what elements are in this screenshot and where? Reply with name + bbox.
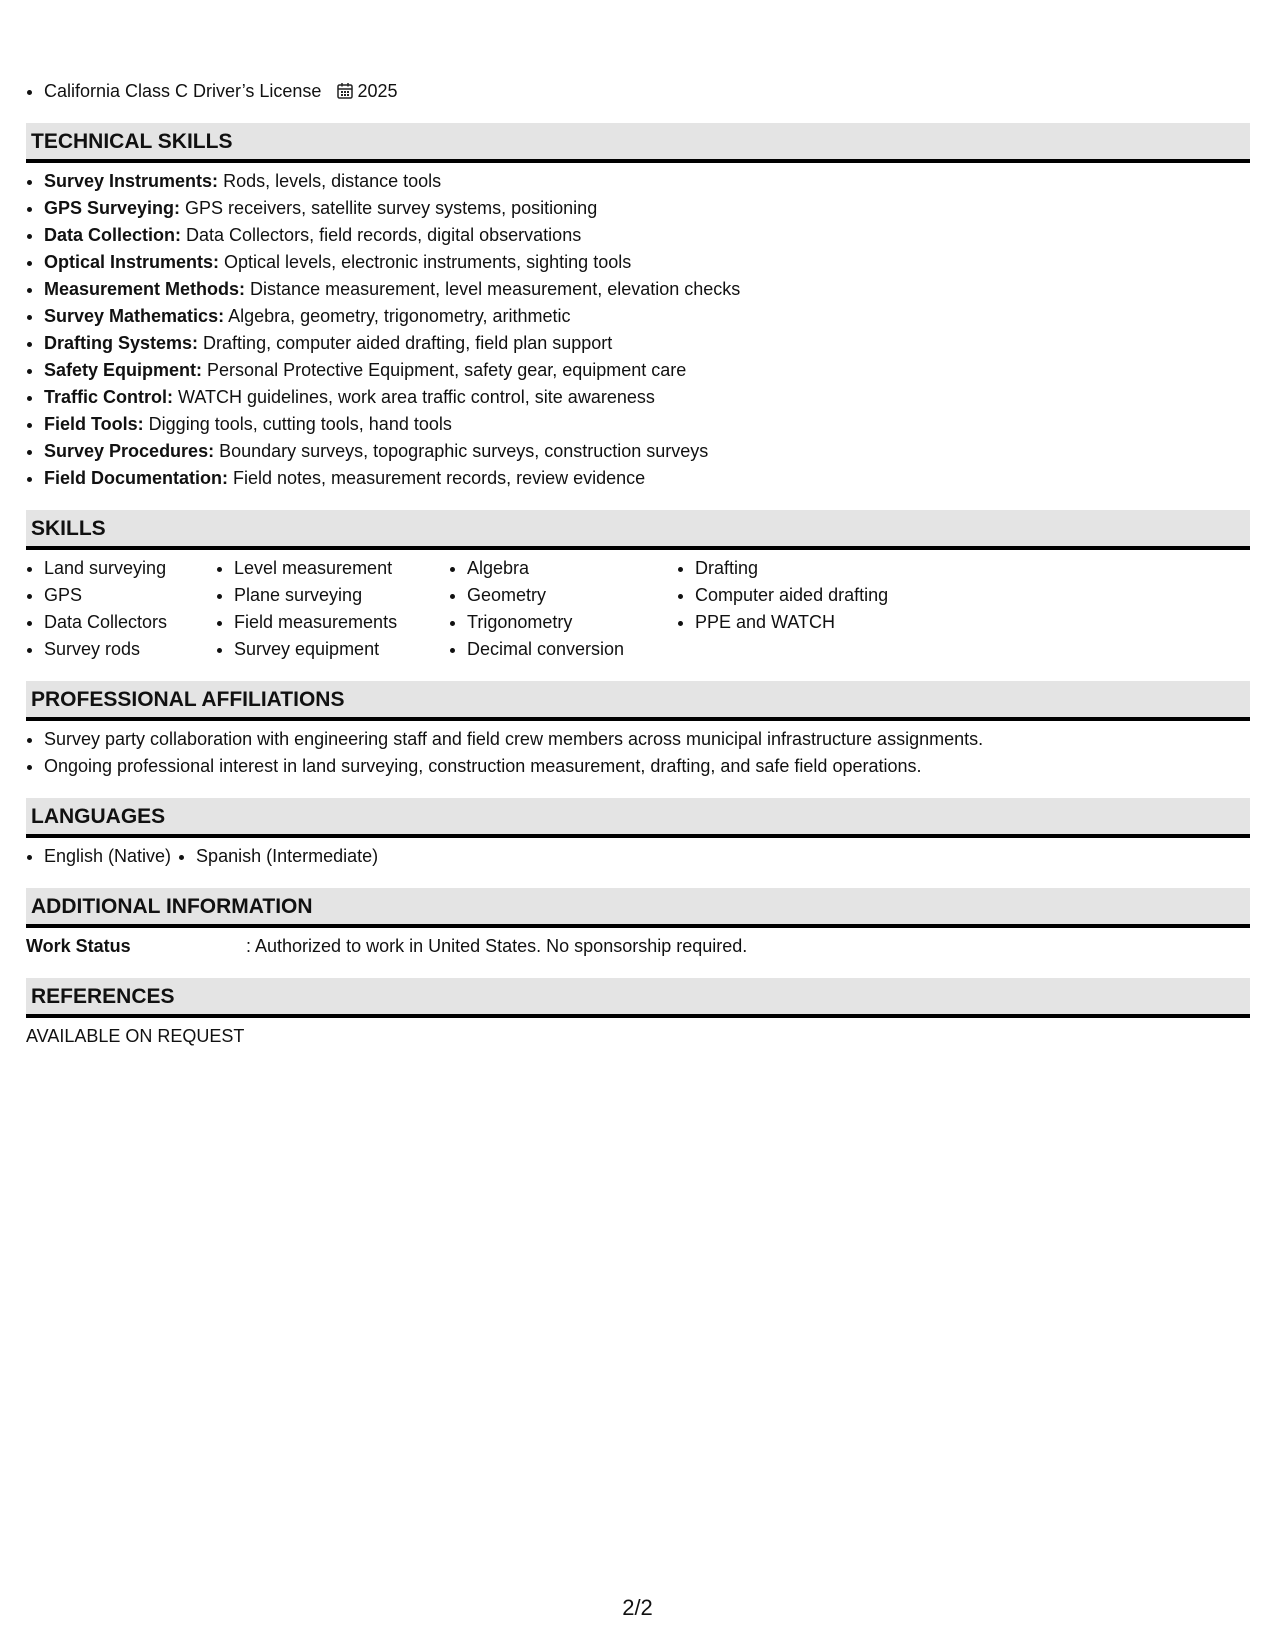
additional-info-heading: ADDITIONAL INFORMATION — [26, 888, 1250, 928]
technical-skill-item — [44, 195, 1250, 222]
affiliation-item: • Ongoing professional interest in land surveying, construction measurement, drafting, and safe field operations. — [44, 753, 1250, 780]
technical-skills-heading: TECHNICAL SKILLS — [26, 123, 1250, 163]
technical-skill-text: Optical levels, electronic instruments, sighting tools — [219, 252, 632, 272]
technical-skill-label: Safety Equipment: — [44, 360, 203, 380]
work-status-row — [26, 933, 1250, 960]
technical-skill-item — [44, 303, 1250, 330]
technical-skill-item — [44, 222, 1250, 249]
skills-heading: SKILLS — [26, 510, 1250, 550]
resume-page — [26, 78, 1250, 1050]
technical-skill-item — [44, 357, 1250, 384]
technical-skill-label: Optical Instruments: — [44, 252, 220, 272]
technical-skills-list — [26, 168, 1250, 492]
technical-skill-item — [44, 411, 1250, 438]
technical-skill-text: Personal Protective Equipment, safety gear, equipment care — [202, 360, 687, 380]
work-status-value: : Authorized to work in United States. No sponsorship required. — [246, 936, 748, 956]
technical-skill-text: Boundary surveys, topographic surveys, construction surveys — [214, 441, 709, 461]
languages-heading: LANGUAGES — [26, 798, 1250, 838]
technical-skill-text: Field notes, measurement records, review evidence — [228, 468, 646, 488]
references-text: AVAILABLE ON REQUEST — [26, 1026, 245, 1046]
affiliations-list — [26, 726, 1250, 780]
references-heading: REFERENCES — [26, 978, 1250, 1018]
certification-item — [44, 78, 1250, 105]
skill-item: • Drafting — [695, 555, 955, 582]
technical-skill-item — [44, 384, 1250, 411]
technical-skill-text: Data Collectors, field records, digital observations — [181, 225, 582, 245]
skill-item: • Data Collectors — [44, 609, 216, 636]
languages-list — [26, 843, 1250, 870]
certification-list — [26, 78, 1250, 105]
skill-item: • Land surveying — [44, 555, 216, 582]
page-number: 2/2 — [622, 1595, 653, 1620]
technical-skill-text: WATCH guidelines, work area traffic control, site awareness — [173, 387, 655, 407]
calendar-icon — [336, 81, 354, 99]
technical-skill-label: Survey Mathematics: — [44, 306, 225, 326]
affiliation-item: • Survey party collaboration with engineering staff and field crew members across municipal infrastructure assignments. — [44, 726, 1250, 753]
skills-grid — [26, 555, 1250, 663]
technical-skill-label: Survey Procedures: — [44, 441, 215, 461]
skill-item: • Geometry — [467, 582, 677, 609]
skill-item: • Trigonometry — [467, 609, 677, 636]
technical-skill-label: Data Collection: — [44, 225, 182, 245]
skill-item: • Survey rods — [44, 636, 216, 663]
technical-skill-text: Digging tools, cutting tools, hand tools — [143, 414, 452, 434]
technical-skill-label: Survey Instruments: — [44, 171, 219, 191]
certification-year: 2025 — [357, 81, 398, 101]
technical-skill-label: Field Documentation: — [44, 468, 228, 488]
technical-skill-item — [44, 330, 1250, 357]
technical-skill-text: Distance measurement, level measurement, elevation checks — [245, 279, 741, 299]
technical-skill-item — [44, 276, 1250, 303]
work-status-label: Work Status — [26, 936, 131, 956]
technical-skill-label: Traffic Control: — [44, 387, 173, 407]
skill-item: • Survey equipment — [234, 636, 449, 663]
skill-item: • Decimal conversion — [467, 636, 677, 663]
technical-skill-item — [44, 438, 1250, 465]
language-item: • English (Native) — [44, 843, 171, 870]
skill-item: • Plane surveying — [234, 582, 449, 609]
skill-item: • GPS — [44, 582, 216, 609]
technical-skill-text: Drafting, computer aided drafting, field plan support — [198, 333, 613, 353]
skill-item: • Algebra — [467, 555, 677, 582]
skills-column — [449, 555, 677, 663]
skills-column — [26, 555, 216, 663]
technical-skill-text: GPS receivers, satellite survey systems, positioning — [180, 198, 598, 218]
technical-skill-item — [44, 249, 1250, 276]
technical-skill-text: Rods, levels, distance tools — [218, 171, 442, 191]
skills-column — [216, 555, 449, 663]
skill-item: • Field measurements — [234, 609, 449, 636]
technical-skill-item — [44, 465, 1250, 492]
technical-skill-label: Drafting Systems: — [44, 333, 199, 353]
technical-skill-label: Field Tools: — [44, 414, 144, 434]
skill-item: • PPE and WATCH — [695, 609, 955, 636]
affiliations-heading: PROFESSIONAL AFFILIATIONS — [26, 681, 1250, 721]
skills-column — [677, 555, 955, 663]
certification-name: California Class C Driver’s License — [44, 81, 322, 101]
skill-item: • Computer aided drafting — [695, 582, 955, 609]
technical-skill-text: Algebra, geometry, trigonometry, arithmetic — [224, 306, 571, 326]
technical-skill-label: GPS Surveying: — [44, 198, 181, 218]
skill-item: • Level measurement — [234, 555, 449, 582]
technical-skill-item — [44, 168, 1250, 195]
technical-skill-label: Measurement Methods: — [44, 279, 246, 299]
language-item: • Spanish (Intermediate) — [196, 843, 378, 870]
